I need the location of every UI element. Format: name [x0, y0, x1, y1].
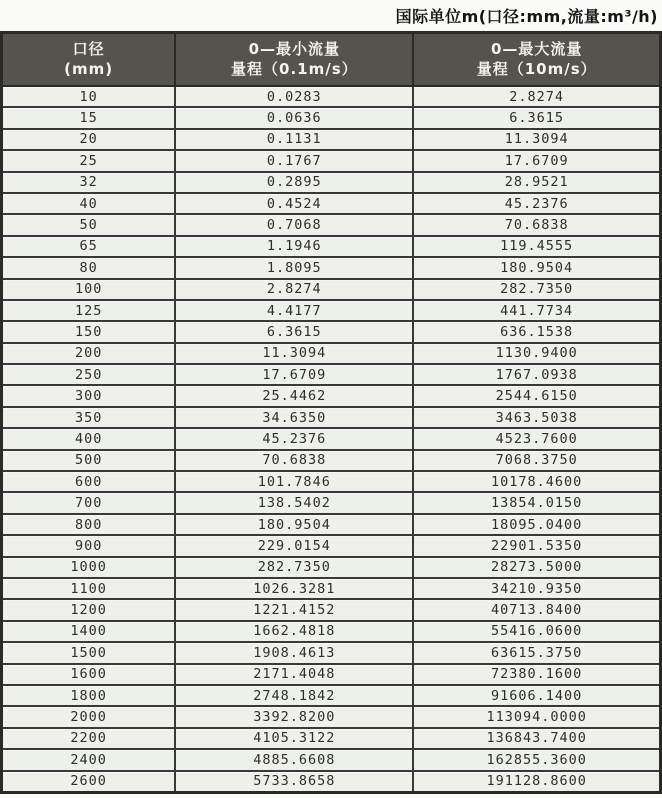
- table-cell: 7068.3750: [413, 450, 660, 471]
- table-header-row: [2, 33, 661, 87]
- table-row: [2, 706, 661, 727]
- table-row: [2, 385, 661, 406]
- table-cell: 65: [2, 236, 176, 257]
- table-row: [2, 86, 661, 107]
- table-cell: 40: [2, 193, 176, 214]
- table-cell: 45.2376: [175, 428, 413, 449]
- table-row: [2, 300, 661, 321]
- table-row: [2, 129, 661, 150]
- table-cell: 1026.3281: [175, 578, 413, 599]
- table-cell: 50: [2, 214, 176, 235]
- table-cell: 150: [2, 321, 176, 342]
- table-cell: 1221.4152: [175, 599, 413, 620]
- table-row: [2, 450, 661, 471]
- table-row: [2, 407, 661, 428]
- table-cell: 34210.9350: [413, 578, 660, 599]
- table-cell: 0.2895: [175, 172, 413, 193]
- table-row: [2, 257, 661, 278]
- table-cell: 138.5402: [175, 492, 413, 513]
- table-cell: 63615.3750: [413, 642, 660, 663]
- col-header-diameter-line2: (mm): [64, 59, 114, 78]
- table-cell: 600: [2, 471, 176, 492]
- table-cell: 250: [2, 364, 176, 385]
- col-header-min-flow-line1: 0—最小流量: [248, 40, 341, 58]
- table-cell: 11.3094: [175, 343, 413, 364]
- table-cell: 180.9504: [175, 514, 413, 535]
- table-cell: 1662.4818: [175, 621, 413, 642]
- table-cell: 1100: [2, 578, 176, 599]
- col-header-min-flow-line2: 量程（0.1m/s）: [231, 59, 358, 78]
- table-cell: 80: [2, 257, 176, 278]
- table-cell: 119.4555: [413, 236, 660, 257]
- table-cell: 1200: [2, 599, 176, 620]
- table-cell: 45.2376: [413, 193, 660, 214]
- table-cell: 28.9521: [413, 172, 660, 193]
- table-cell: 282.7350: [413, 279, 660, 300]
- table-cell: 17.6709: [413, 150, 660, 171]
- table-cell: 91606.1400: [413, 685, 660, 706]
- table-row: [2, 599, 661, 620]
- table-row: [2, 150, 661, 171]
- table-cell: 70.6838: [413, 214, 660, 235]
- table-cell: 4885.6608: [175, 749, 413, 770]
- table-cell: 22901.5350: [413, 535, 660, 556]
- table-cell: 1908.4613: [175, 642, 413, 663]
- table-cell: 1800: [2, 685, 176, 706]
- table-cell: 72380.1600: [413, 664, 660, 685]
- table-cell: 10: [2, 86, 176, 107]
- table-cell: 2748.1842: [175, 685, 413, 706]
- table-cell: 282.7350: [175, 557, 413, 578]
- table-row: [2, 343, 661, 364]
- table-cell: 500: [2, 450, 176, 471]
- table-cell: 0.1767: [175, 150, 413, 171]
- table-cell: 2.8274: [413, 86, 660, 107]
- page-title: 国际单位m(口径:mm,流量:m³/h): [395, 7, 658, 26]
- table-cell: 4105.3122: [175, 728, 413, 749]
- table-cell: 11.3094: [413, 129, 660, 150]
- table-row: [2, 428, 661, 449]
- table-cell: 20: [2, 129, 176, 150]
- col-header-max-flow-line2: 量程（10m/s）: [476, 59, 597, 78]
- table-row: [2, 107, 661, 128]
- table-cell: 25: [2, 150, 176, 171]
- table-row: [2, 557, 661, 578]
- table-row: [2, 514, 661, 535]
- table-cell: 900: [2, 535, 176, 556]
- table-cell: 55416.0600: [413, 621, 660, 642]
- table-cell: 400: [2, 428, 176, 449]
- col-header-diameter: [2, 33, 176, 87]
- table-row: [2, 535, 661, 556]
- table-cell: 0.0283: [175, 86, 413, 107]
- flow-range-table: [0, 31, 662, 794]
- table-cell: 70.6838: [175, 450, 413, 471]
- title-bar: [0, 0, 662, 31]
- table-cell: 136843.7400: [413, 728, 660, 749]
- table-cell: 0.0636: [175, 107, 413, 128]
- table-row: [2, 364, 661, 385]
- table-cell: 0.4524: [175, 193, 413, 214]
- table-cell: 180.9504: [413, 257, 660, 278]
- table-row: [2, 236, 661, 257]
- table-cell: 100: [2, 279, 176, 300]
- table-cell: 15: [2, 107, 176, 128]
- table-cell: 2400: [2, 749, 176, 770]
- table-cell: 2171.4048: [175, 664, 413, 685]
- table-row: [2, 172, 661, 193]
- table-row: [2, 279, 661, 300]
- table-cell: 4523.7600: [413, 428, 660, 449]
- table-cell: 6.3615: [413, 107, 660, 128]
- table-row: [2, 621, 661, 642]
- table-cell: 1500: [2, 642, 176, 663]
- col-header-diameter-line1: 口径: [72, 40, 105, 58]
- table-row: [2, 492, 661, 513]
- table-cell: 441.7734: [413, 300, 660, 321]
- table-cell: 34.6350: [175, 407, 413, 428]
- table-cell: 40713.8400: [413, 599, 660, 620]
- table-cell: 636.1538: [413, 321, 660, 342]
- col-header-max-flow-line1: 0—最大流量: [490, 40, 583, 58]
- table-cell: 1130.9400: [413, 343, 660, 364]
- table-cell: 1400: [2, 621, 176, 642]
- table-cell: 3463.5038: [413, 407, 660, 428]
- table-cell: 10178.4600: [413, 471, 660, 492]
- table-row: [2, 321, 661, 342]
- table-cell: 200: [2, 343, 176, 364]
- table-row: [2, 664, 661, 685]
- table-cell: 4.4177: [175, 300, 413, 321]
- table-cell: 5733.8658: [175, 771, 413, 793]
- col-header-max-flow: [413, 33, 660, 87]
- table-cell: 18095.0400: [413, 514, 660, 535]
- table-row: [2, 193, 661, 214]
- table-row: [2, 214, 661, 235]
- table-body: [2, 86, 661, 792]
- table-cell: 25.4462: [175, 385, 413, 406]
- table-cell: 113094.0000: [413, 706, 660, 727]
- table-cell: 125: [2, 300, 176, 321]
- table-row: [2, 578, 661, 599]
- table-cell: 3392.8200: [175, 706, 413, 727]
- table-header: [2, 33, 661, 87]
- table-cell: 2000: [2, 706, 176, 727]
- table-cell: 0.1131: [175, 129, 413, 150]
- table-cell: 32: [2, 172, 176, 193]
- table-cell: 800: [2, 514, 176, 535]
- table-row: [2, 771, 661, 793]
- table-row: [2, 728, 661, 749]
- table-cell: 300: [2, 385, 176, 406]
- table-row: [2, 685, 661, 706]
- table-cell: 2200: [2, 728, 176, 749]
- col-header-min-flow: [175, 33, 413, 87]
- table-cell: 1000: [2, 557, 176, 578]
- table-cell: 162855.3600: [413, 749, 660, 770]
- table-cell: 1.8095: [175, 257, 413, 278]
- table-cell: 17.6709: [175, 364, 413, 385]
- table-cell: 1767.0938: [413, 364, 660, 385]
- table-cell: 229.0154: [175, 535, 413, 556]
- table-row: [2, 749, 661, 770]
- table-cell: 2600: [2, 771, 176, 793]
- table-row: [2, 471, 661, 492]
- table-cell: 0.7068: [175, 214, 413, 235]
- table-cell: 13854.0150: [413, 492, 660, 513]
- table-cell: 2544.6150: [413, 385, 660, 406]
- table-row: [2, 642, 661, 663]
- table-cell: 1600: [2, 664, 176, 685]
- table-cell: 191128.8600: [413, 771, 660, 793]
- table-cell: 700: [2, 492, 176, 513]
- table-cell: 2.8274: [175, 279, 413, 300]
- table-cell: 350: [2, 407, 176, 428]
- table-cell: 101.7846: [175, 471, 413, 492]
- table-cell: 6.3615: [175, 321, 413, 342]
- table-cell: 28273.5000: [413, 557, 660, 578]
- table-cell: 1.1946: [175, 236, 413, 257]
